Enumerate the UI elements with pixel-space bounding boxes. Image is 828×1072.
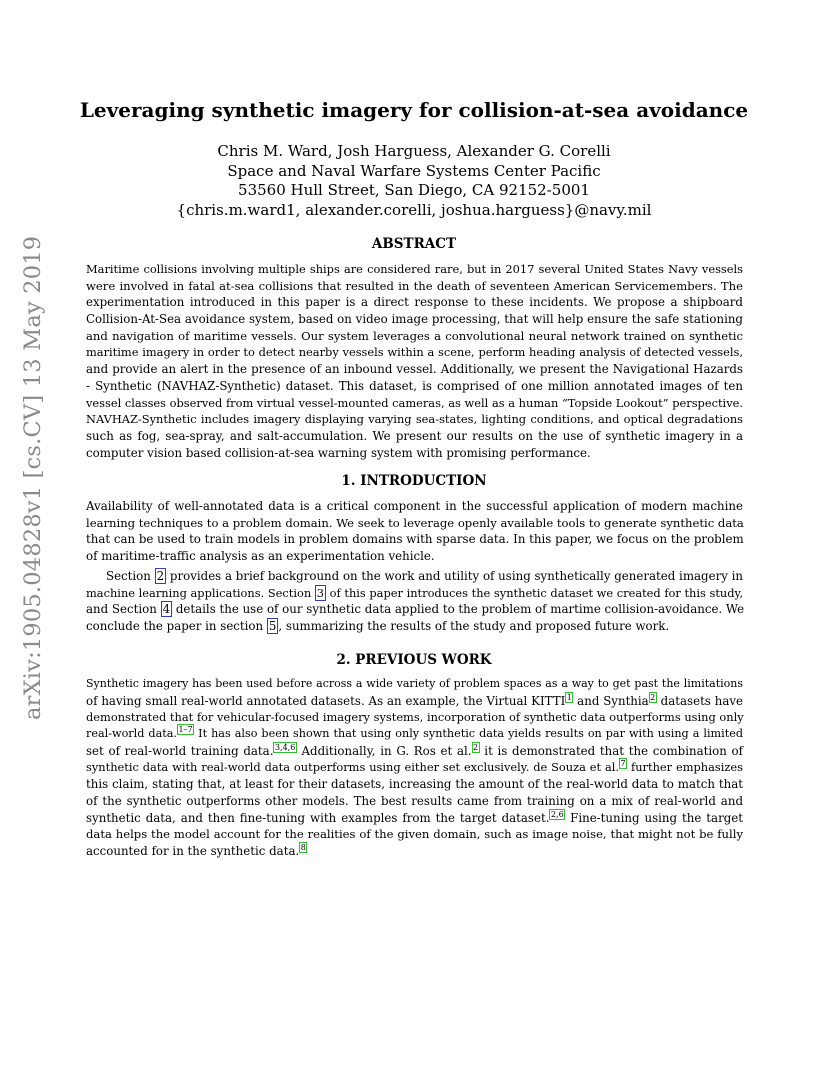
text-run: , summarizing the results of the study and proposed future work.	[278, 619, 670, 634]
text-run: real-world data.	[86, 727, 177, 741]
text-run: set of real-world training data.	[86, 743, 274, 758]
text-run: accounted for in the synthetic data.	[86, 843, 300, 858]
section-ref-link[interactable]: 3	[316, 585, 325, 600]
intro-line	[86, 601, 743, 618]
intro-line: learning techniques to a problem domain. We seek to leverage openly available tools to generate synthetic data	[86, 515, 744, 530]
text-run: further emphasizes	[627, 760, 744, 775]
citation-link[interactable]: 3,4,6	[274, 742, 296, 752]
intro-line: of maritime-traffic analysis as an experimentation vehicle.	[86, 549, 435, 564]
abstract-line: NAVHAZ-Synthetic includes imagery displaying varying sea-states, lighting conditions, and optical degradations	[86, 412, 743, 427]
abstract-line: vessel classes observed from virtual vessel-mounted cameras, as well as a human “Topside Lookout” perspective.	[86, 395, 743, 410]
citation-link[interactable]: 1–7	[178, 725, 193, 735]
intro-line: that can be used to train models in problem domains with sparse data. In this paper, we focus on the problem	[86, 532, 744, 547]
citation-link[interactable]: 8	[300, 842, 306, 852]
paper-title: Leveraging synthetic imagery for collision-at-sea avoidance	[79, 98, 749, 122]
text-run: conclude the paper in section	[86, 619, 267, 634]
text-run: Fine-tuning using the target	[565, 810, 743, 825]
abstract-line: such as fog, sea-spray, and salt-accumulation. We present our results on the use of synthetic imagery in a	[86, 428, 743, 443]
prev-line: demonstrated that for vehicular-focused imagery systems, incorporation of synthetic data outperforms using only	[86, 710, 744, 725]
previous-work-heading: 2. PREVIOUS WORK	[336, 652, 492, 668]
abstract-body	[86, 261, 743, 461]
prev-line	[86, 743, 743, 760]
prev-line	[86, 759, 743, 776]
abstract-line: - Synthetic (NAVHAZ-Synthetic) dataset. This dataset, is comprised of one million annotated images of ten	[86, 378, 743, 393]
abstract-line: computer vision based collision-at-sea warning system with promising performance.	[86, 445, 591, 460]
intro-line	[86, 585, 743, 602]
prev-line: of the synthetic outperforms other models. The best results came from training on a mix of real-world and	[86, 793, 743, 808]
prev-line	[86, 726, 743, 743]
text-run: synthetic data with real-world data outperforms using either set exclusively. de Souza et al.	[86, 760, 620, 775]
introduction-paragraph-2	[86, 568, 743, 635]
intro-line	[86, 618, 743, 635]
prev-line	[86, 843, 743, 860]
text-run: and Section	[86, 602, 161, 617]
introduction-paragraph-1	[86, 498, 743, 565]
intro-line: Availability of well-annotated data is a critical component in the successful application of modern machine	[86, 499, 743, 513]
citation-link[interactable]: 2	[473, 742, 479, 752]
text-run: of having small real-world annotated datasets. As an example, the Virtual KITTI	[86, 693, 566, 708]
text-run: Additionally, in G. Ros et al.	[296, 743, 472, 758]
text-run: it is demonstrated that the combination of	[479, 743, 743, 758]
author-names: Chris M. Ward, Josh Harguess, Alexander G. Corelli	[217, 142, 611, 160]
text-run: provides a brief background on the work and utility of using synthetically generated imagery in	[166, 569, 743, 583]
citation-link[interactable]: 2,6	[550, 809, 564, 819]
text-run: and Synthia	[573, 693, 649, 708]
abstract-line: and provide an alert in the presence of an inbound vessel. Additionally, we present the Navigational Hazards	[86, 362, 743, 377]
intro-line	[86, 568, 743, 585]
author-block	[0, 142, 828, 220]
section-ref-link[interactable]: 4	[162, 602, 171, 617]
previous-work-body	[86, 676, 743, 860]
prev-line	[86, 810, 743, 827]
text-run: machine learning applications. Section	[86, 585, 315, 600]
text-run: It has also been shown that using only synthetic data yields results on par with using a limited	[194, 727, 744, 741]
abstract-line: Maritime collisions involving multiple ships are considered rare, but in 2017 several United States Navy vessels	[86, 262, 743, 276]
abstract-line: maritime imagery in order to detect nearby vessels within a scene, perform heading analysis of detected vessels,	[86, 345, 743, 360]
prev-line: Synthetic imagery has been used before across a wide variety of problem spaces as a way to get past the limitations	[86, 677, 743, 690]
prev-line: this claim, stating that, at least for their datasets, increasing the amount of the real-world data to match that	[86, 777, 743, 792]
text-run: Section	[106, 569, 155, 583]
introduction-heading: 1. INTRODUCTION	[341, 473, 487, 489]
author-address: 53560 Hull Street, San Diego, CA 92152-5001	[238, 181, 590, 199]
section-ref-link[interactable]: 2	[156, 569, 165, 583]
abstract-line: and navigation of maritime vessels. Our system leverages a convolutional neural network trained on synthetic	[86, 328, 743, 343]
text-run: datasets have	[656, 693, 743, 708]
citation-link[interactable]: 2	[650, 692, 656, 702]
abstract-line: experimentation introduced in this paper is a direct response to these incidents. We propose a shipboard	[86, 295, 743, 310]
abstract-line: were involved in fatal at-sea collisions that resulted in the death of seventeen American Servicemembers. The	[86, 278, 743, 293]
text-run: synthetic data, and then fine-tuning with examples from the target dataset.	[86, 810, 550, 825]
arxiv-identifier: arXiv:1905.04828v1 [cs.CV] 13 May 2019	[20, 235, 46, 720]
author-emails: {chris.m.ward1, alexander.corelli, joshua.harguess}@navy.mil	[176, 200, 652, 219]
author-affiliation: Space and Naval Warfare Systems Center Pacific	[227, 161, 601, 180]
abstract-heading: ABSTRACT	[371, 236, 457, 252]
prev-line: data helps the model account for the realities of the given domain, such as image noise, that might not be fully	[86, 827, 743, 842]
citation-link[interactable]: 1	[566, 692, 572, 702]
abstract-line: Collision-At-Sea avoidance system, based on video image processing, that will help ensure the safe stationing	[86, 312, 743, 327]
text-run: details the use of our synthetic data applied to the problem of martime collision-avoidance. We	[172, 602, 745, 617]
citation-link[interactable]: 7	[620, 759, 626, 769]
text-run: of this paper introduces the synthetic dataset we created for this study,	[326, 585, 744, 600]
prev-line	[86, 693, 743, 710]
section-ref-link[interactable]: 5	[268, 619, 277, 634]
